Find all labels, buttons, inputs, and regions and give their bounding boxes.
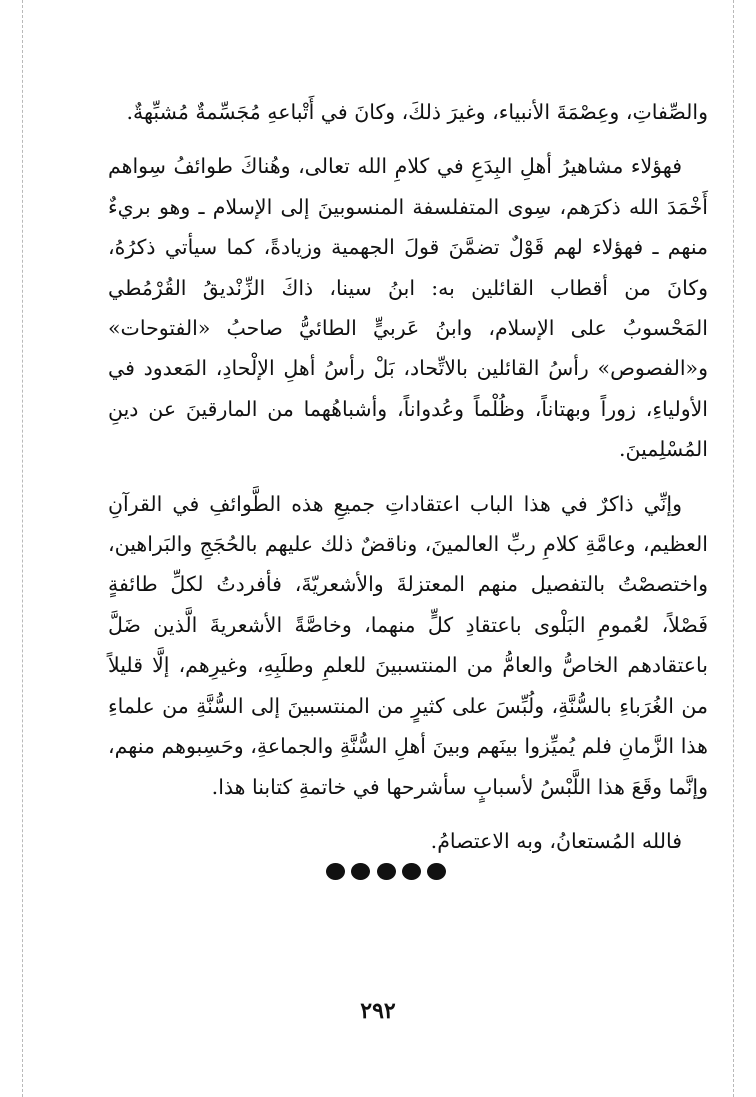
divider-dot — [427, 863, 446, 880]
right-margin-line — [733, 0, 734, 1097]
left-margin-line — [22, 0, 23, 1097]
divider-dot — [402, 863, 421, 880]
paragraph-2: فهؤلاء مشاهيرُ أهلِ البِدَعِ في كلامِ الله تعالى، وهُناكَ طوائفُ سِواهم أَخْمَدَ الله ذكرَهم، سِوى المتفلسفة المنسوبينَ إلى الإسلام ـ وهو بريءٌ منهم ـ فهؤلاء لهم قَوْلٌ تضمَّنَ قولَ الجهمية وزيادةً، كما سيأتي ذكرُهُ، وكانَ من أقطاب القائلين به: ابنُ سينا، ذاكَ الزِّنْديقُ القُرْمُطي المَحْسوبُ على الإسلام، وابنُ عَربيٍّ الطائيُّ صاحبُ «الفتوحات» و«الفصوص» رأسُ القائلين بالاتِّحاد، بَلْ رأسُ أهلِ الإلْحادِ، المَعدود في الأولياءِ، زوراً وبهتاناً، وظُلْماً وعُدواناً، وأشباهُهما من المارقينَ عن دينِ المُسْلِمينَ. — [108, 154, 708, 462]
divider-dot — [326, 863, 345, 880]
paragraph-3: وإنِّي ذاكرٌ في هذا الباب اعتقاداتِ جميعِ هذه الطَّوائفِ في القرآنِ العظيم، وعامَّةِ كلامِ ربِّ العالمينَ، وناقضٌ ذلك عليهم بالحُجَجِ والبَراهين، واختصصْتُ بالتفصيل منهم المعتزلةَ والأشعريّةَ، فأفردتُ لكلِّ طائفةٍ فَصْلاً، لعُمومِ البَلْوى باعتقادِ كلٍّ منهما، وخاصَّةً الأشعريةَ الَّذين ضَلَّ باعتقادهم الخاصُّ والعامُّ من المنتسبينَ للعلمِ وطلَبِهِ، وغيرِهم، إلَّا قليلاً من الغُرَباءِ بالسُّنَّةِ، ولُبِّسَ على كثيرٍ من المنتسبينَ إلى السُّنَّةِ من علماءِ هذا الزَّمانِ فلم يُميِّزوا بينَهم وبينَ أهلِ السُّنَّةِ والجماعةِ، وحَسِبوهم منهم، وإنَّما وقَعَ هذا اللَّبْسُ لأسبابٍ سأشرحها في خاتمةِ كتابنا هذا. — [108, 491, 708, 799]
section-divider-dots — [326, 861, 446, 881]
divider-dot — [377, 863, 396, 880]
page-body — [108, 92, 708, 861]
paragraph-1: والصِّفاتِ، وعِصْمَةَ الأنبياء، وغيرَ ذلكَ، وكانَ في أَتْباعهِ مُجَسِّمةٌ مُشبِّهةٌ. — [126, 100, 708, 124]
divider-dot — [351, 863, 370, 880]
paragraph-4: فالله المُستعانُ، وبه الاعتصامُ. — [430, 828, 682, 853]
page-number: ٢٩٢ — [360, 998, 396, 1024]
